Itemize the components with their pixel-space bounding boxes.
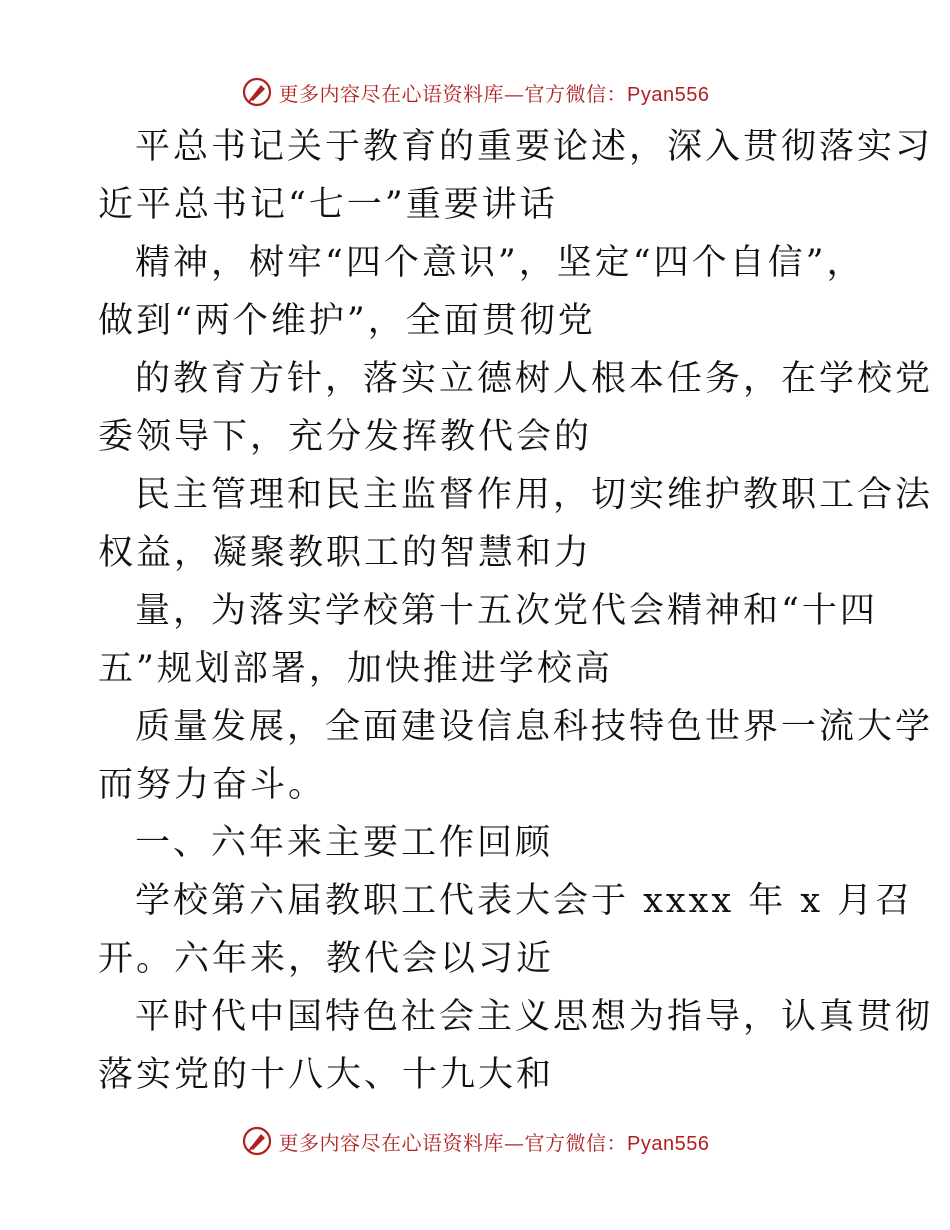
body-line: 权益，凝聚教职工的智慧和力 (98, 533, 593, 573)
document-body (98, 118, 934, 1104)
body-line: 量，为落实学校第十五次党代会精神和“十四 (135, 591, 878, 631)
body-line: 落实党的十八大、十九大和 (98, 1055, 555, 1095)
body-line: 民主管理和民主监督作用，切实维护教职工合法 (135, 475, 934, 515)
body-line: 质量发展，全面建设信息科技特色世界一流大学 (135, 707, 934, 747)
body-line: 开。六年来，教代会以习近 (98, 939, 555, 979)
header-watermark (0, 72, 950, 112)
footer-watermark (0, 1121, 950, 1161)
body-line: 学校第六届教职工代表大会于 xxxx 年 x 月召 (135, 881, 914, 921)
body-line: 委领导下，充分发挥教代会的 (98, 417, 593, 457)
body-line: 精神，树牢“四个意识”，坚定“四个自信”， (135, 243, 865, 283)
body-line: 平总书记关于教育的重要论述，深入贯彻落实习 (135, 127, 934, 167)
body-line: 近平总书记“七一”重要讲话 (98, 185, 558, 225)
pen-nib-logo-icon (241, 1125, 273, 1157)
watermark-text: 更多内容尽在心语资料库—官方微信：Pyan556 (278, 81, 710, 106)
body-line: 而努力奋斗。 (98, 765, 327, 805)
body-line: 做到“两个维护”，全面贯彻党 (98, 301, 596, 341)
pen-nib-logo-icon (241, 76, 273, 108)
body-line: 的教育方针，落实立德树人根本任务，在学校党 (135, 359, 934, 399)
watermark-text: 更多内容尽在心语资料库—官方微信：Pyan556 (278, 1130, 710, 1155)
body-line: 平时代中国特色社会主义思想为指导，认真贯彻 (135, 997, 934, 1037)
body-line: 五”规划部署，加快推进学校高 (98, 649, 613, 689)
section-heading: 一、六年来主要工作回顾 (135, 823, 554, 863)
